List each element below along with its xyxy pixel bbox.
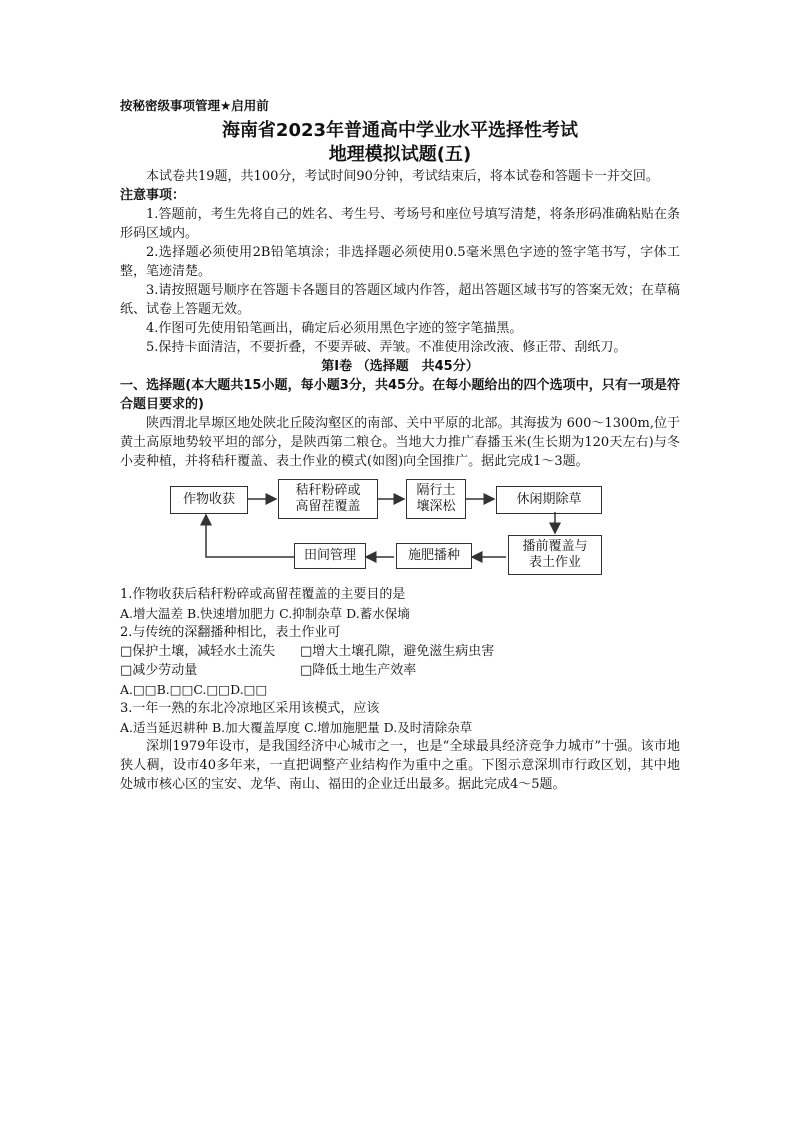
secret-label: 按秘密级事项管理★启用前	[120, 98, 269, 113]
section-title: 第Ⅰ卷 （选择题 共45分）	[321, 359, 479, 374]
q2-statement: □减少劳动量	[120, 663, 198, 678]
q2-stem: 2.与传统的深翻播种相比，表土作业可	[120, 625, 341, 640]
intro-text: 本试卷共19题，共100分，考试时间90分钟，考试结束后，将本试卷和答题卡一并交回。	[146, 169, 659, 184]
q2-statements-row2	[120, 661, 680, 680]
q1-stem: 1.作物收获后秸秆粉碎或高留茬覆盖的主要目的是	[120, 587, 406, 602]
notice-item: 3.请按照题号顺序在答题卡各题目的答题区域内作答，超出答题区域书写的答案无效；在草稿纸、试卷上答题无效。	[120, 283, 680, 317]
notice-heading: 注意事项：	[120, 188, 186, 203]
flow-box-fertilize-sow: 施肥播种	[396, 543, 472, 569]
q2-statement: □保护土壤，减轻水土流失	[120, 644, 276, 659]
q2-statements-row1	[120, 642, 680, 661]
notice-item: 5.保持卡面清洁，不要折叠，不要弄破、弄皱。不准使用涂改液、修正带、刮纸刀。	[146, 340, 627, 355]
part-heading: 一、选择题(本大题共15小题，每小题3分，共45分。在每小题给出的四个选项中，只有一项是符合题目要求的)	[120, 378, 680, 412]
q2-options: A.□□B.□□C.□□D.□□	[120, 682, 268, 697]
flow-box-field-management: 田间管理	[294, 543, 366, 569]
q3-stem: 3.一年一熟的东北冷凉地区采用该模式，应该	[120, 701, 380, 716]
flow-box-harvest: 作物收获	[170, 486, 248, 514]
flow-box-deep-loosen: 隔行土 壤深松	[406, 479, 466, 519]
notice-item: 2.选择题必须使用2B铅笔填涂；非选择题必须使用0.5毫米黑色字迹的签字笔书写，字体工整，笔迹清楚。	[120, 245, 680, 279]
q2-statement: □增大土壤孔隙，避免滋生病虫害	[300, 644, 495, 659]
exam-page	[120, 96, 680, 794]
exam-subtitle: 地理模拟试题(五)	[328, 144, 472, 165]
q2-statement: □降低土地生产效率	[300, 663, 417, 678]
flow-box-presow-cover: 播前覆盖与 表土作业	[508, 535, 602, 575]
flow-box-weeding: 休闲期除草	[496, 486, 602, 514]
passage-1: 陕西渭北旱塬区地处陕北丘陵沟壑区的南部、关中平原的北部。其海拔为 600～1300m,位于黄土高原地势较平坦的部分，是陕西第二粮仓。当地大力推广春播玉米(生长期为120天左右)与冬小麦种植，并将秸秆覆盖、表土作业的模式(如图)向全国推广。据此完成1～3题。	[120, 416, 680, 469]
q3-options: A.适当延迟耕种 B.加大覆盖厚度 C.增加施肥量 D.及时清除杂草	[120, 720, 473, 735]
exam-title: 海南省2023年普通高中学业水平选择性考试	[221, 120, 579, 141]
q1-options: A.增大温差 B.快速增加肥力 C.抑制杂草 D.蓄水保墒	[120, 606, 410, 621]
process-flow-diagram	[170, 479, 650, 579]
notice-item: 4.作图可先使用铅笔画出，确定后必须用黑色字迹的签字笔描黑。	[146, 321, 523, 336]
passage-2: 深圳1979年设市，是我国经济中心城市之一，也是“全球最具经济竞争力城市”十强。该市地狭人稠，设市40多年来，一直把调整产业结构作为重中之重。下图示意深圳市行政区划，其中地处城市核心区的宝安、龙华、南山、福田的企业迁出最多。据此完成4～5题。	[120, 739, 680, 792]
notice-item: 1.答题前，考生先将自己的姓名、考生号、考场号和座位号填写清楚，将条形码准确粘贴在条形码区域内。	[120, 207, 680, 241]
flow-box-straw-cover: 秸秆粉碎或 高留茬覆盖	[278, 479, 378, 519]
